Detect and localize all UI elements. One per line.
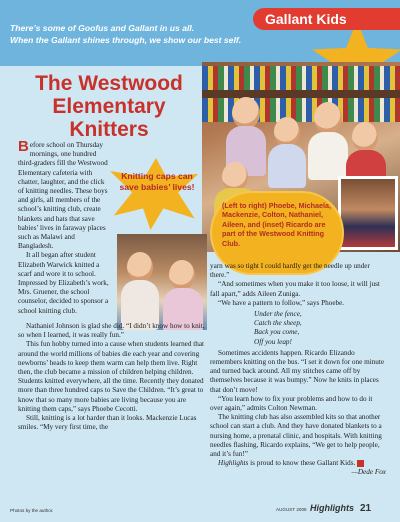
paragraph-10: The knitting club has also assembled kits so that another school can start a club. And they have donated blankets to a nursing home, a prenatal clinic, and hospitals. With knitting needles flashing, Ricardo explains, “We get to help people, and it’s fun!” xyxy=(210,413,382,459)
child-shirt-image xyxy=(268,144,306,188)
page-footer xyxy=(276,502,394,518)
shelf-image xyxy=(202,90,400,98)
paragraph-11 xyxy=(210,459,386,468)
poem-line: Under the fence, xyxy=(254,310,302,319)
paragraph-1 xyxy=(18,138,110,251)
page-number: 21 xyxy=(360,503,372,514)
inset-photo xyxy=(338,176,398,250)
intro-text xyxy=(10,23,330,46)
intro-line-2: When the Gallant shines through, we show our best self. xyxy=(10,34,242,45)
star-callout-icon xyxy=(110,158,202,230)
poem-line: Catch the sheep, xyxy=(254,319,302,328)
child-shirt-image xyxy=(308,132,348,180)
knitting-photo xyxy=(117,234,207,330)
paragraph-4: This fun hobby turned into a cause when students learned that around the world millions of babies die each year and covering newborns’ heads to keep them warm can help them live. Right then, the club became a mission of children helping children. Students knitted everywhere, all the time. Recently they donated more than three hundred caps to Save the Children. “It’s great to know that so many more babies are living because you are knitting them caps,” says Phoebe Cecotti. xyxy=(18,340,205,413)
child-face-image xyxy=(232,97,260,129)
magazine-name: Highlights xyxy=(218,459,249,468)
paragraph-3: Nathaniel Johnson is glad she did. “I didn’t know how to knit, so when I learned, it was really fun.” xyxy=(18,322,205,340)
paragraph-11-text: is proud to know these Gallant Kids. xyxy=(248,459,356,468)
intro-line-1: There’s some of Goofus and Gallant in us all. xyxy=(10,23,195,33)
poem-line: Off you leap! xyxy=(254,337,292,346)
article-title: The Westwood Elementary Knitters xyxy=(35,72,183,141)
drop-cap: B xyxy=(18,138,29,155)
article-column-left-bottom xyxy=(18,322,205,432)
author-signature: —Dede Fox xyxy=(351,468,386,477)
photo-caption: (Left to right) Phoebe, Michaela, Mackenzie, Colton, Nathaniel, Aileen, and (inset) Ricardo are part of the Westwood Knitting Club. xyxy=(212,193,342,273)
paragraph-9: “You learn how to fix your problems and how to do it over again,” admits Colton Newman. xyxy=(210,394,373,413)
poem-line: Back you come, xyxy=(254,328,300,337)
paragraph-6: “And sometimes when you make it too loose, it will just fall apart,” adds Aileen Zuniga. xyxy=(210,280,380,298)
article-column-left-top xyxy=(18,138,110,316)
photo-credit: Photos by the author. xyxy=(10,508,54,513)
child-face-image xyxy=(127,252,153,282)
child-face-image xyxy=(274,117,300,147)
child-face-image xyxy=(314,102,342,134)
paragraph-5: Still, knitting is a lot harder than it looks. Mackenzie Lucas smiles. “My very first time, the xyxy=(18,414,197,432)
paragraph-1-text: efore school on Thursday mornings, one hundred third-graders fill the Westwood Elementary cafeteria with chatter, laughter, and the click of knitting needles. These boys and girls, all members of the school’s knitting club, create blankets and hats that save babies’ lives in faraway places such as Malawi and Bangladesh. xyxy=(18,141,108,251)
paragraph-8: Sometimes accidents happen. Ricardo Elizando remembers knitting on the bus. “I set it down for one minute and turned back around. All my stitches came off by themselves because it was bumpy.” Now he knits in places that don’t move! xyxy=(210,348,385,394)
bookshelf-image xyxy=(202,66,400,90)
magazine-logo: Highlights xyxy=(310,503,354,513)
issue-date: AUGUST 2008 xyxy=(276,507,307,512)
star-callout-text: Knitting caps can save babies’ lives! xyxy=(119,171,195,192)
paragraph-7: “We have a pattern to follow,” says Phoebe. xyxy=(218,298,345,307)
child-face-image xyxy=(169,260,195,290)
section-title: Gallant Kids xyxy=(253,8,400,30)
article-column-right xyxy=(210,262,386,478)
child-face-image xyxy=(352,122,378,152)
paragraph-2: It all began after student Elizabeth Warwick knitted a scarf and wore it to school. Impressed by Elizabeth’s work, Mrs. Gruener, the school counselor, decided to sponsor a school knitting club. xyxy=(18,251,109,315)
paragraph-5-continued: yarn was so tight I could hardly get the needle up under there.” xyxy=(210,262,370,280)
end-mark-icon xyxy=(357,460,364,467)
poem xyxy=(210,310,386,347)
